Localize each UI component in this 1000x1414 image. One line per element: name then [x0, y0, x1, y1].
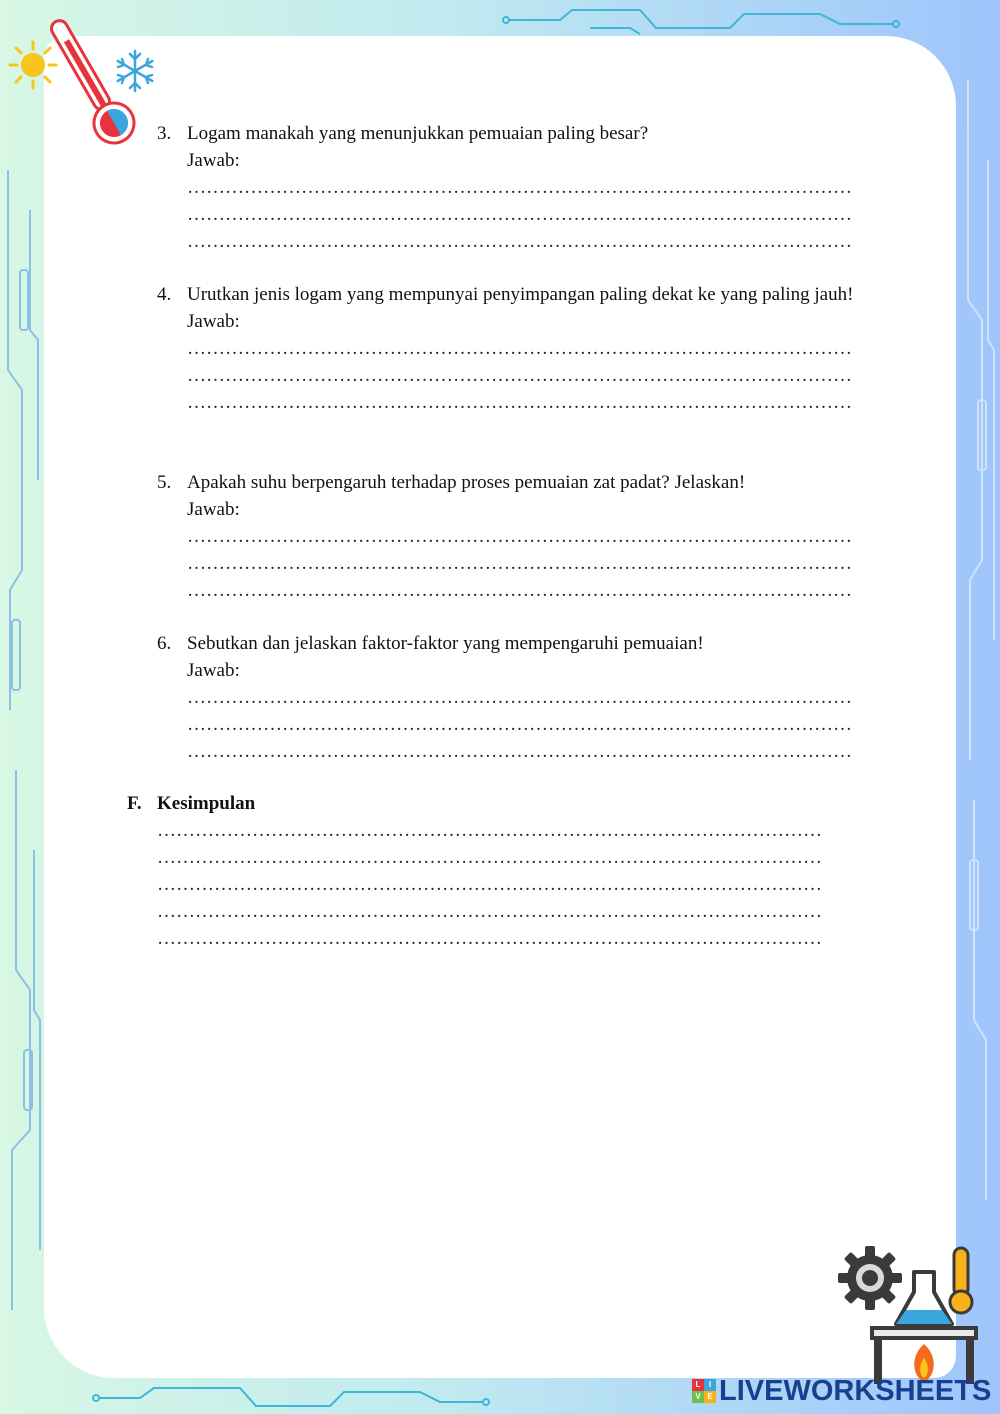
section-title: Kesimpulan	[157, 793, 256, 814]
section-letter: F.	[127, 793, 142, 814]
question-text: Apakah suhu berpengaruh terhadap proses pemuaian zat padat? Jelaskan!	[187, 472, 746, 493]
answer-label: Jawab:	[187, 150, 240, 171]
conclusion-line[interactable]: ……………………………………………………………………………………………	[157, 820, 822, 841]
question-number: 5.	[157, 472, 172, 493]
answer-label: Jawab:	[187, 660, 240, 681]
answer-line[interactable]: ……………………………………………………………………………………………	[187, 231, 852, 252]
question-number: 6.	[157, 633, 172, 654]
liveworksheets-text: LIVEWORKSHEETS	[719, 1374, 992, 1407]
liveworksheets-logo-icon: L I V E	[692, 1379, 716, 1403]
question-text: Logam manakah yang menunjukkan pemuaian paling besar?	[187, 123, 649, 144]
answer-line[interactable]: ……………………………………………………………………………………………	[187, 553, 852, 574]
answer-line[interactable]: ……………………………………………………………………………………………	[187, 714, 852, 735]
conclusion-line[interactable]: ……………………………………………………………………………………………	[157, 847, 822, 868]
answer-line[interactable]: ……………………………………………………………………………………………	[187, 204, 852, 225]
question-number: 3.	[157, 123, 172, 144]
liveworksheets-watermark	[692, 1374, 991, 1408]
answer-line[interactable]: ……………………………………………………………………………………………	[187, 177, 852, 198]
circuit-decoration-left	[0, 150, 46, 1350]
circuit-decoration-right	[956, 40, 1000, 1240]
conclusion-line[interactable]: ……………………………………………………………………………………………	[157, 874, 822, 895]
answer-line[interactable]: ……………………………………………………………………………………………	[187, 392, 852, 413]
question-number: 4.	[157, 284, 172, 305]
answer-line[interactable]: ……………………………………………………………………………………………	[187, 338, 852, 359]
circuit-decoration-bottom	[90, 1378, 490, 1412]
answer-label: Jawab:	[187, 311, 240, 332]
section-kesimpulan	[127, 790, 867, 952]
conclusion-line[interactable]: ……………………………………………………………………………………………	[157, 928, 822, 949]
question-text: Urutkan jenis logam yang mempunyai penyimpangan paling dekat ke yang paling jauh!	[187, 284, 854, 305]
answer-line[interactable]: ……………………………………………………………………………………………	[187, 580, 852, 601]
circuit-decoration-top	[500, 2, 900, 36]
answer-line[interactable]: ……………………………………………………………………………………………	[187, 741, 852, 762]
answer-line[interactable]: ……………………………………………………………………………………………	[187, 687, 852, 708]
answer-line[interactable]: ……………………………………………………………………………………………	[187, 365, 852, 386]
conclusion-line[interactable]: ……………………………………………………………………………………………	[157, 901, 822, 922]
answer-line[interactable]: ……………………………………………………………………………………………	[187, 526, 852, 547]
answer-label: Jawab:	[187, 499, 240, 520]
question-text: Sebutkan dan jelaskan faktor-faktor yang mempengaruhi pemuaian!	[187, 633, 704, 654]
question-3	[157, 120, 879, 255]
question-4	[157, 281, 879, 416]
snowflake-icon	[112, 48, 158, 94]
question-5	[157, 469, 879, 604]
lab-burner-illustration	[836, 1244, 996, 1384]
question-6	[157, 630, 879, 765]
